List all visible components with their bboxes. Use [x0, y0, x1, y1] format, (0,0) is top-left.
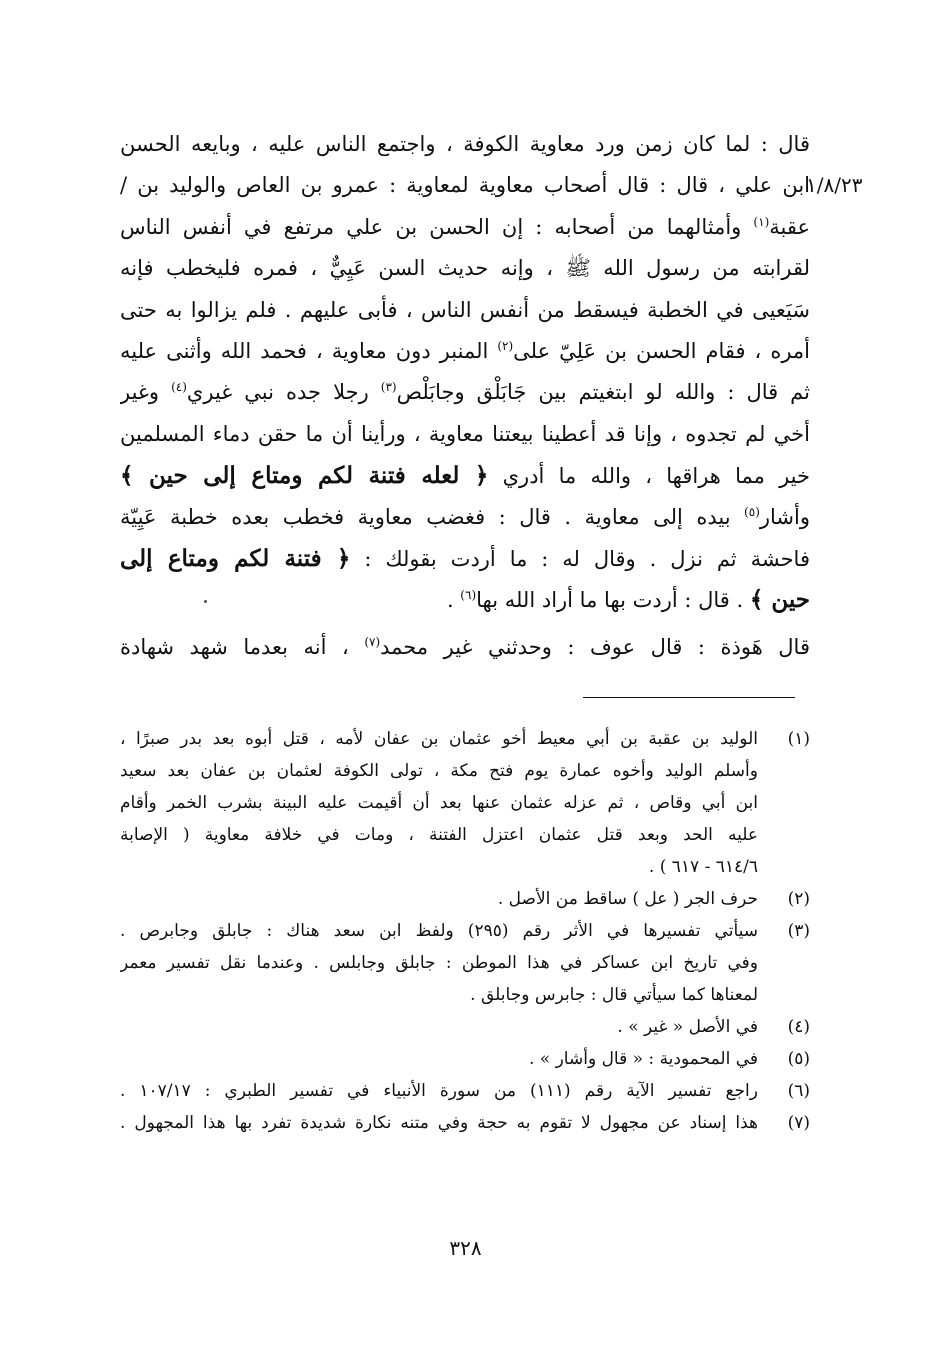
footnote-line: في المحمودية : « قال وأشار » .	[528, 1049, 758, 1069]
main-text	[120, 124, 810, 668]
footnote-7	[120, 1107, 810, 1139]
footnote-3	[120, 915, 810, 1011]
body-text: خير مما هراقها ، والله ما أدري	[488, 464, 810, 489]
footnote-line: وأسلم الوليد وأخوه عمارة يوم فتح مكة ، تولى الكوفة لعثمان بن عفان بعد سعيد	[120, 761, 758, 781]
body-text: سَيَعيى في الخطبة فيسقط من أنفس الناس ، فأبى عليهم . فلم يزالوا به حتى	[120, 297, 810, 322]
footnote-2	[120, 883, 810, 915]
footnote-ref: (٧)	[364, 634, 381, 649]
print-speck	[204, 600, 207, 603]
body-text: فاحشة ثم نزل . وقال له : ما أردت بقولك :	[350, 546, 810, 571]
footnote-ref: (٥)	[744, 504, 760, 519]
body-line	[120, 627, 810, 668]
quran-verse: ﴿ لعله فتنة لكم ومتاع إلى حين ﴾	[120, 462, 489, 490]
footnote-number: (١)	[787, 729, 810, 749]
body-text: قال هَوذة : قال عوف : وحدثني غير محمد	[380, 634, 810, 659]
footnote-number: (٥)	[787, 1049, 810, 1069]
footnote-line: لمعناها كما سيأتي قال : جابرس وجابلق .	[470, 985, 758, 1005]
body-line	[120, 414, 810, 455]
footnote-line: وفي تاريخ ابن عساكر في هذا الموطن : جابلق وجابلس . وعندما نقل تفسير معمر	[120, 953, 758, 973]
footnote-number: (٦)	[787, 1081, 810, 1101]
footnote-ref: (٢)	[497, 338, 514, 353]
body-line	[120, 455, 810, 496]
body-line	[120, 248, 810, 289]
footnote-ref: (٤)	[171, 380, 187, 395]
footnote-number: (٢)	[787, 889, 810, 909]
footnote-number: (٧)	[787, 1113, 810, 1133]
body-text: أمره ، فقام الحسن بن عَلِيّ على	[513, 338, 810, 363]
margin-reference: ١/٨/٢٣	[806, 173, 863, 197]
body-text: وأشار	[759, 504, 810, 529]
footnote-1	[120, 723, 810, 883]
body-text: ثم قال : والله لو ابتغيتم بين جَابَلْق وجابَلْص	[396, 380, 810, 405]
body-text: بيده إلى معاوية . قال : فغضب معاوية فخطب بعده خطبة عَيِيّة	[120, 504, 745, 529]
footnote-number: (٣)	[787, 921, 810, 941]
body-line	[120, 538, 810, 579]
body-text: قال : لما كان زمن ورد معاوية الكوفة ، واجتمع الناس عليه ، وبايعه الحسن	[120, 132, 810, 156]
footnote-ref: (٣)	[380, 380, 397, 395]
body-line	[120, 165, 810, 206]
footnote-ref: (٦)	[460, 588, 477, 603]
body-text: ، أنه بعدما شهد شهادة	[120, 634, 365, 659]
footnote-line: الوليد بن عقبة بن أبي معيط أخو عثمان بن عفان لأمه ، قتل أبوه بعد بدر صبرًا ،	[120, 729, 758, 749]
footnote-6	[120, 1075, 810, 1107]
footnote-line: هذا إسناد عن مجهول لا تقوم به حجة وفي متنه نكارة شديدة تفرد بها هذا المجهول .	[120, 1113, 758, 1133]
footnote-number: (٤)	[787, 1017, 810, 1037]
footnote-line: عليه الحد وبعد قتل عثمان اعتزل الفتنة ، ومات في خلافة معاوية ( الإصابة	[120, 825, 758, 845]
body-text: وغير	[120, 380, 172, 405]
body-line	[120, 290, 810, 331]
footnote-line: ٦١٤/٦ - ٦١٧ ) .	[648, 857, 758, 877]
footnote-5	[120, 1043, 810, 1075]
footnotes	[120, 723, 810, 1139]
footnote-separator	[583, 697, 795, 698]
footnote-line: في الأصل « غير » .	[617, 1017, 758, 1037]
body-line	[120, 372, 810, 413]
footnote-line: حرف الجر ( عل ) ساقط من الأصل .	[497, 889, 758, 909]
body-text: لقرابته من رسول الله ﷺ ، وإنه حديث السن عَيِيٌّ ، فمره فليخطب فإنه	[120, 256, 810, 281]
footnote-line: راجع تفسير الآية رقم (١١١) من سورة الأنبياء في تفسير الطبري : ١٠٧/١٧ .	[120, 1081, 758, 1101]
body-text: .	[446, 588, 461, 613]
body-text: رجلا جده نبي غيري	[186, 380, 381, 405]
body-text: وأمثالهما من أصحابه : إن الحسن بن علي مرتفع في أنفس الناس	[120, 214, 754, 239]
body-line	[120, 207, 810, 248]
quran-verse: حين ﴾	[749, 586, 810, 614]
body-text: ابن علي ، قال : قال أصحاب معاوية لمعاوية : عمرو بن العاص والوليد بن /	[120, 173, 810, 198]
page-number: ٣٢٨	[449, 1236, 482, 1260]
body-line	[120, 497, 810, 538]
body-text: أخي لم تجدوه ، وإنا قد أعطينا بيعتنا معاوية ، ورأينا أن ما حقن دماء المسلمين	[120, 421, 810, 446]
body-text: المنبر دون معاوية ، فحمد الله وأثنى عليه	[120, 338, 498, 363]
body-text: عقبة	[769, 214, 810, 239]
footnote-line: سيأتي تفسيرها في الأثر رقم (٢٩٥) ولفظ ابن سعد هناك : جابلق وجابرص .	[120, 921, 758, 941]
body-line	[120, 331, 810, 372]
body-line	[120, 124, 810, 165]
body-text: . قال : أردت بها ما أراد الله بها	[476, 588, 750, 613]
body-line	[120, 579, 810, 620]
quran-verse: ﴿ فتنة لكم ومتاع إلى	[120, 544, 351, 572]
footnote-line: ابن أبي وقاص ، ثم عزله عثمان عنها بعد أن أقيمت عليه البينة بشرب الخمر وأقام	[120, 793, 758, 813]
footnote-ref: (١)	[753, 214, 770, 229]
footnote-4	[120, 1011, 810, 1043]
